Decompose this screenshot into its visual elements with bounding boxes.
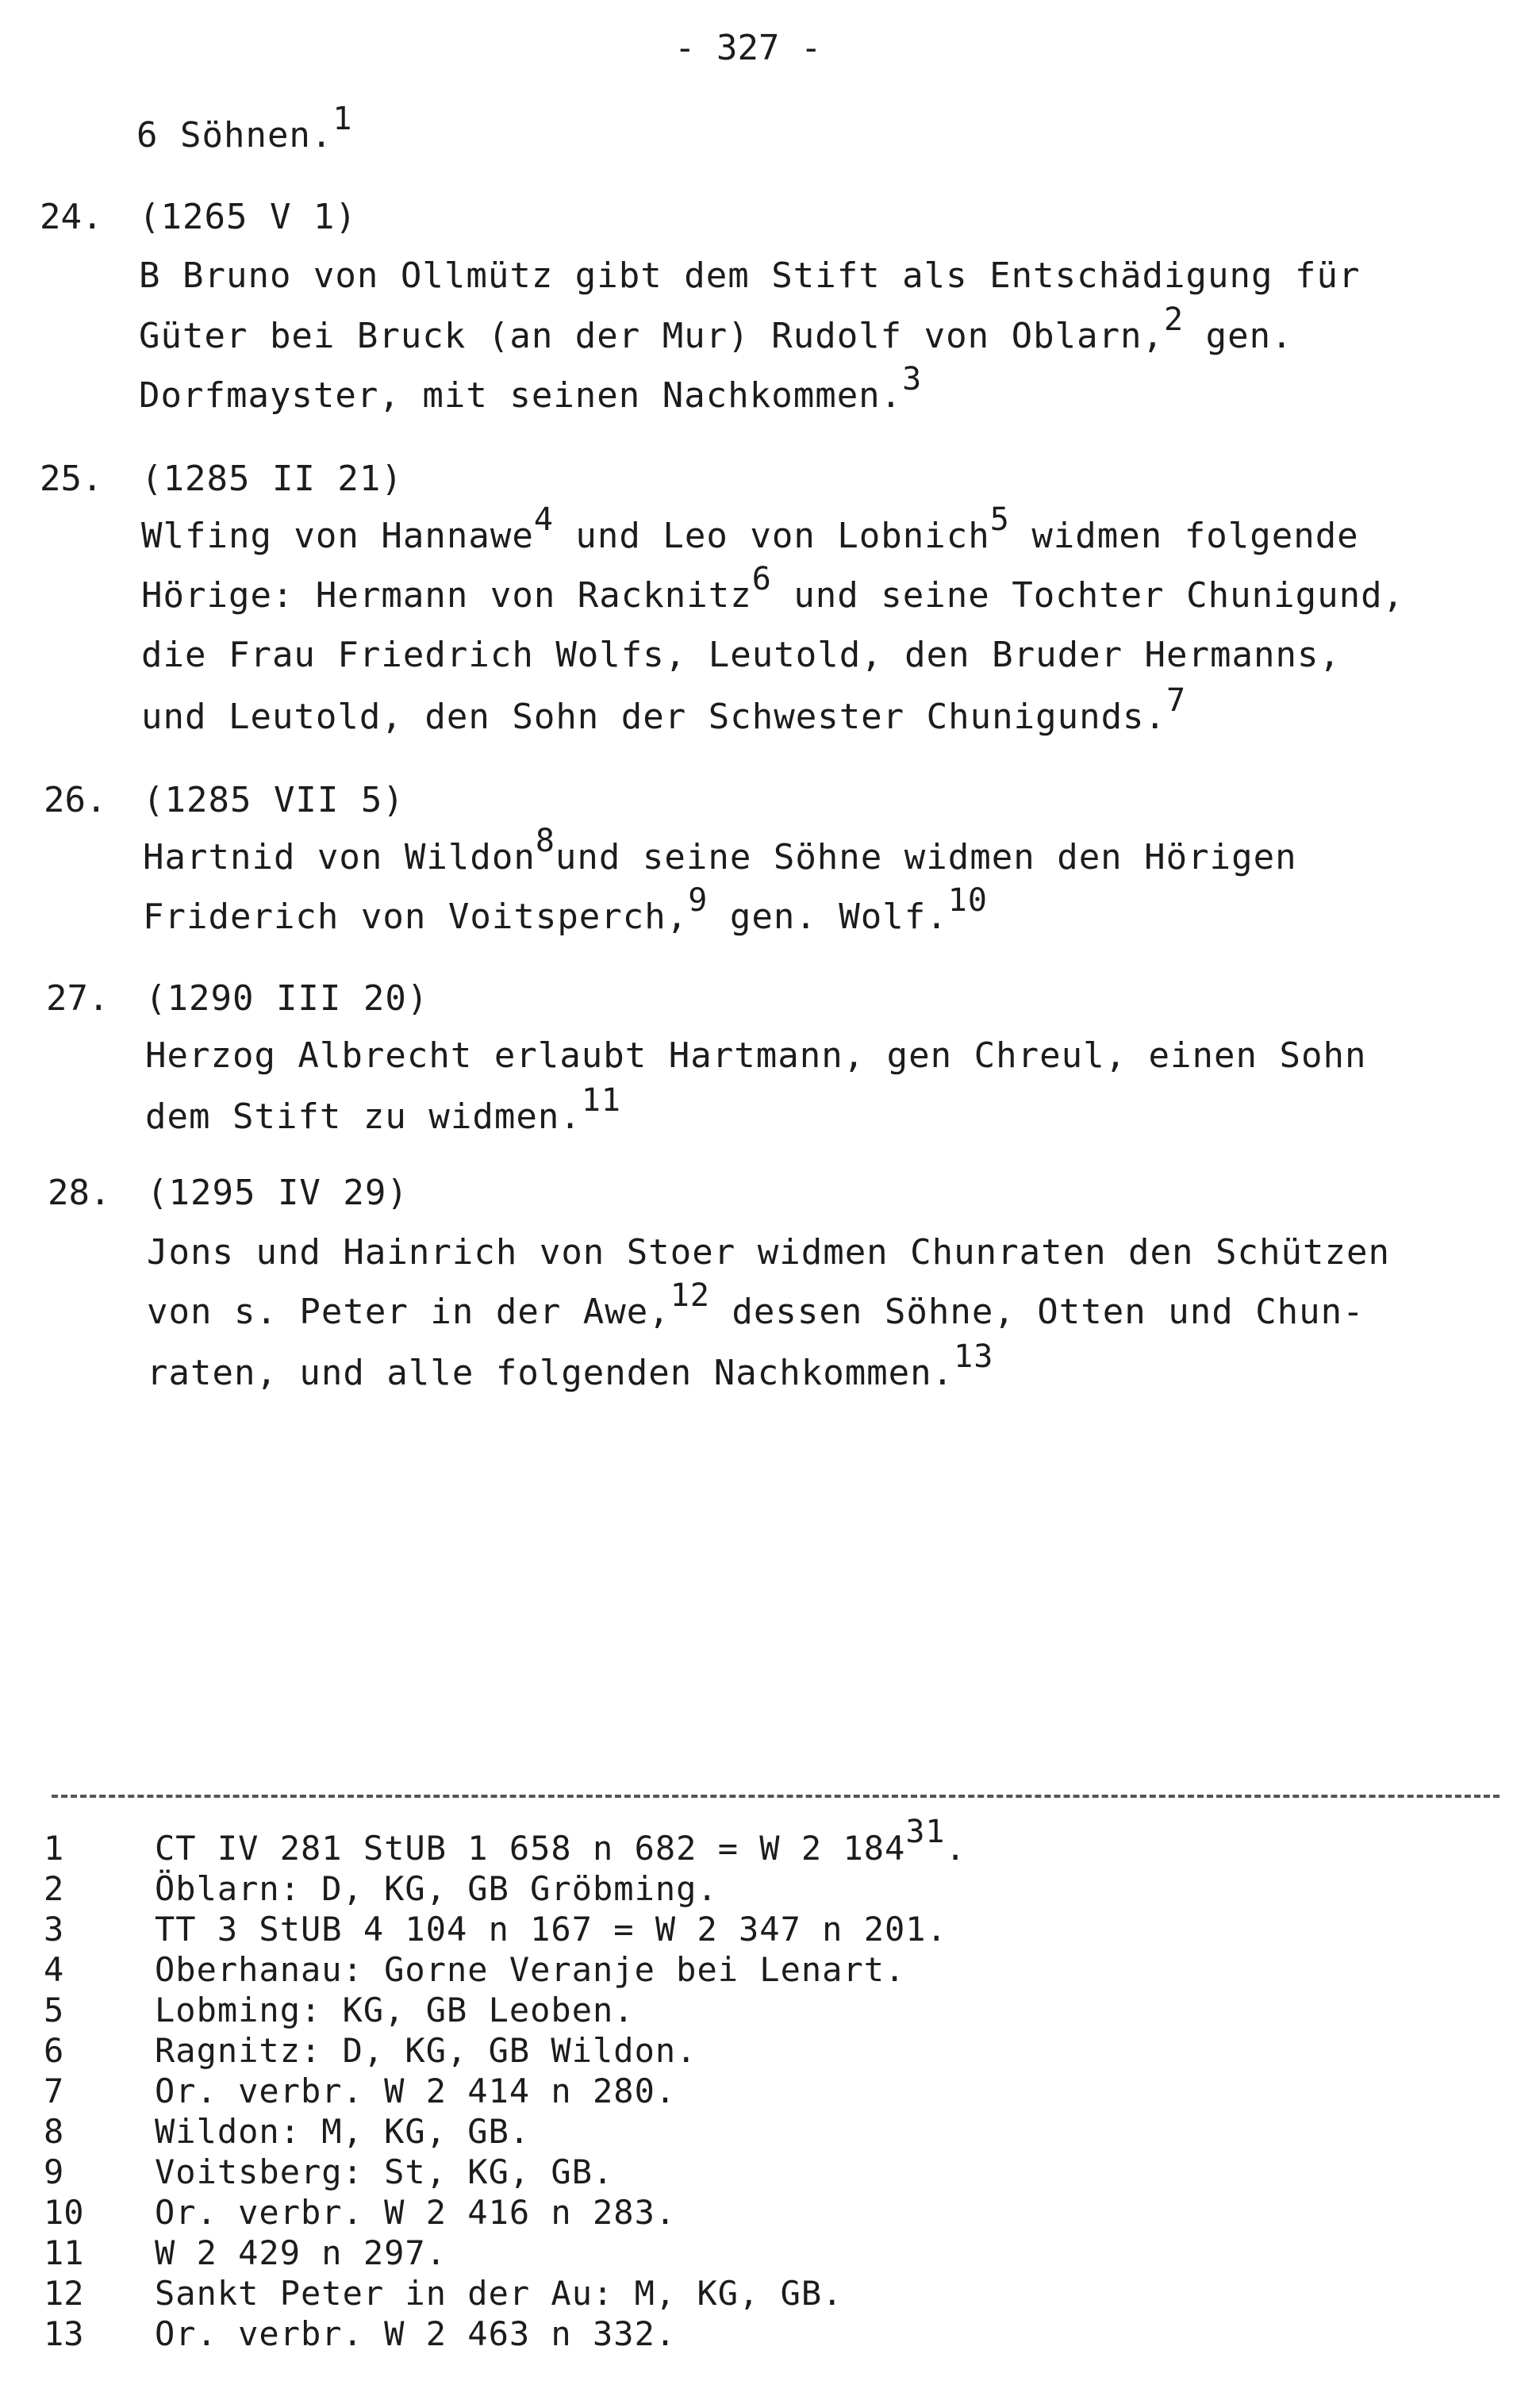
entry-line — [139, 361, 923, 416]
footnote-number: 4 — [44, 1950, 64, 1989]
footnote-text: Öblarn: D, KG, GB Gröbming. — [155, 1869, 718, 1908]
entry-text: Friderich von Voitsperch, — [143, 897, 689, 937]
entry-text: Hörige: Hermann von Racknitz — [141, 575, 752, 616]
entry-text: die Frau Friedrich Wolfs, Leutold, den Bruder Hermanns, — [141, 635, 1341, 675]
footnote-divider — [52, 1795, 1500, 1798]
footnote-text: Voitsberg: St, KG, GB. — [155, 2152, 614, 2191]
entry-text: dessen Söhne, Otten und Chun- — [709, 1292, 1365, 1332]
entry-date: (1290 III 20) — [145, 978, 429, 1019]
footnote-number: 8 — [44, 2112, 64, 2151]
entry-text: und seine Söhne widmen den Hörigen — [555, 837, 1297, 877]
footnote-ref: 12 — [670, 1277, 710, 1314]
entry-text: Güter bei Bruck (an der Mur) Rudolf von Oblarn, — [139, 316, 1165, 356]
entry-line — [147, 1232, 1390, 1273]
footnote-text: Sankt Peter in der Au: M, KG, GB. — [155, 2274, 843, 2313]
footnote-ref: 1 — [332, 101, 353, 137]
entry-line — [141, 682, 1187, 737]
entry-text: raten, und alle folgenden Nachkommen. — [147, 1353, 954, 1393]
entry-date: (1285 VII 5) — [143, 780, 405, 820]
entry-number: 26. — [44, 780, 107, 820]
entry-line — [143, 882, 988, 937]
footnote-ref: 8 — [535, 823, 555, 859]
footnote-text: Or. verbr. W 2 416 n 283. — [155, 2193, 677, 2232]
entry-line — [143, 823, 1297, 877]
entry-text: von s. Peter in der Awe, — [147, 1292, 670, 1332]
entry-text: Dorfmayster, mit seinen Nachkommen. — [139, 375, 903, 416]
footnote-text: W 2 429 n 297. — [155, 2233, 447, 2272]
entry-text: Wlfing von Hannawe — [141, 516, 534, 556]
entry-text: Herzog Albrecht erlaubt Hartmann, gen Chreul, einen Sohn — [145, 1035, 1367, 1076]
footnote-text: Lobming: KG, GB Leoben. — [155, 1991, 635, 2029]
entry-number: 28. — [48, 1173, 111, 1213]
footnote-number: 11 — [44, 2233, 84, 2272]
footnote-number: 10 — [44, 2193, 84, 2232]
footnote-number: 9 — [44, 2152, 64, 2191]
footnote-tail: . — [945, 1829, 966, 1868]
footnote-ref: 6 — [751, 561, 772, 597]
footnote-number: 3 — [44, 1910, 64, 1949]
footnote-ref: 7 — [1166, 682, 1187, 719]
footnote-text — [155, 1814, 966, 1868]
entry-text: Hartnid von Wildon — [143, 837, 536, 877]
footnote-number: 12 — [44, 2274, 84, 2313]
entry-date: (1265 V 1) — [139, 197, 357, 237]
footnote-ref: 3 — [902, 361, 923, 397]
entry-text: gen. — [1184, 316, 1293, 356]
footnote-number: 13 — [44, 2314, 84, 2353]
entry-text: und Leo von Lobnich — [553, 516, 990, 556]
entry-line — [139, 255, 1360, 296]
entry-number: 24. — [40, 197, 103, 237]
footnote-ref: 10 — [947, 882, 988, 919]
footnote-number: 6 — [44, 2031, 64, 2070]
entry-text: widmen folgende — [1009, 516, 1359, 556]
entry-number: 25. — [40, 459, 103, 499]
footnote-text: Ragnitz: D, KG, GB Wildon. — [155, 2031, 697, 2070]
footnote-text: Or. verbr. W 2 414 n 280. — [155, 2072, 677, 2110]
intro-line — [136, 101, 353, 156]
footnote-text: TT 3 StUB 4 104 n 167 = W 2 347 n 201. — [155, 1910, 947, 1949]
footnote-text: Wildon: M, KG, GB. — [155, 2112, 531, 2151]
entry-line — [139, 301, 1293, 356]
entry-line — [145, 1082, 621, 1137]
entry-line — [141, 501, 1359, 556]
footnote-ref: 2 — [1164, 301, 1185, 338]
footnote-ref: 9 — [688, 882, 709, 919]
footnote-number: 7 — [44, 2072, 64, 2110]
footnote-number: 2 — [44, 1869, 64, 1908]
footnote-ref: 31 — [905, 1814, 946, 1850]
footnote-text: Oberhanau: Gorne Veranje bei Lenart. — [155, 1950, 906, 1989]
footnote-ref: 11 — [581, 1082, 621, 1119]
footnote-number: 1 — [44, 1829, 64, 1868]
entry-text: B Bruno von Ollmütz gibt dem Stift als Entschädigung für — [139, 255, 1361, 296]
entry-line — [141, 561, 1405, 616]
footnote-ref: 4 — [533, 501, 554, 538]
page-number: - 327 - — [674, 28, 822, 68]
entry-text: und seine Tochter Chunigund, — [771, 575, 1405, 616]
entry-line — [147, 1338, 994, 1393]
entry-date: (1285 II 21) — [141, 459, 403, 499]
footnote-ref: 13 — [954, 1338, 994, 1375]
entry-number: 27. — [46, 978, 109, 1019]
entry-line — [141, 635, 1341, 675]
footnote-ref: 5 — [989, 501, 1010, 538]
entry-line — [147, 1277, 1365, 1332]
entry-text: und Leutold, den Sohn der Schwester Chunigunds. — [141, 697, 1167, 737]
footnote-text: Or. verbr. W 2 463 n 332. — [155, 2314, 677, 2353]
entry-text: dem Stift zu widmen. — [145, 1096, 582, 1137]
entry-date: (1295 IV 29) — [147, 1173, 409, 1213]
entry-text: Jons und Hainrich von Stoer widmen Chunraten den Schützen — [147, 1232, 1390, 1273]
footnote-number: 5 — [44, 1991, 64, 2029]
entry-text: gen. Wolf. — [708, 897, 948, 937]
footnote-body: CT IV 281 StUB 1 658 n 682 = W 2 184 — [155, 1829, 906, 1868]
intro-text: 6 Söhnen. — [136, 115, 333, 156]
entry-line — [145, 1035, 1366, 1076]
